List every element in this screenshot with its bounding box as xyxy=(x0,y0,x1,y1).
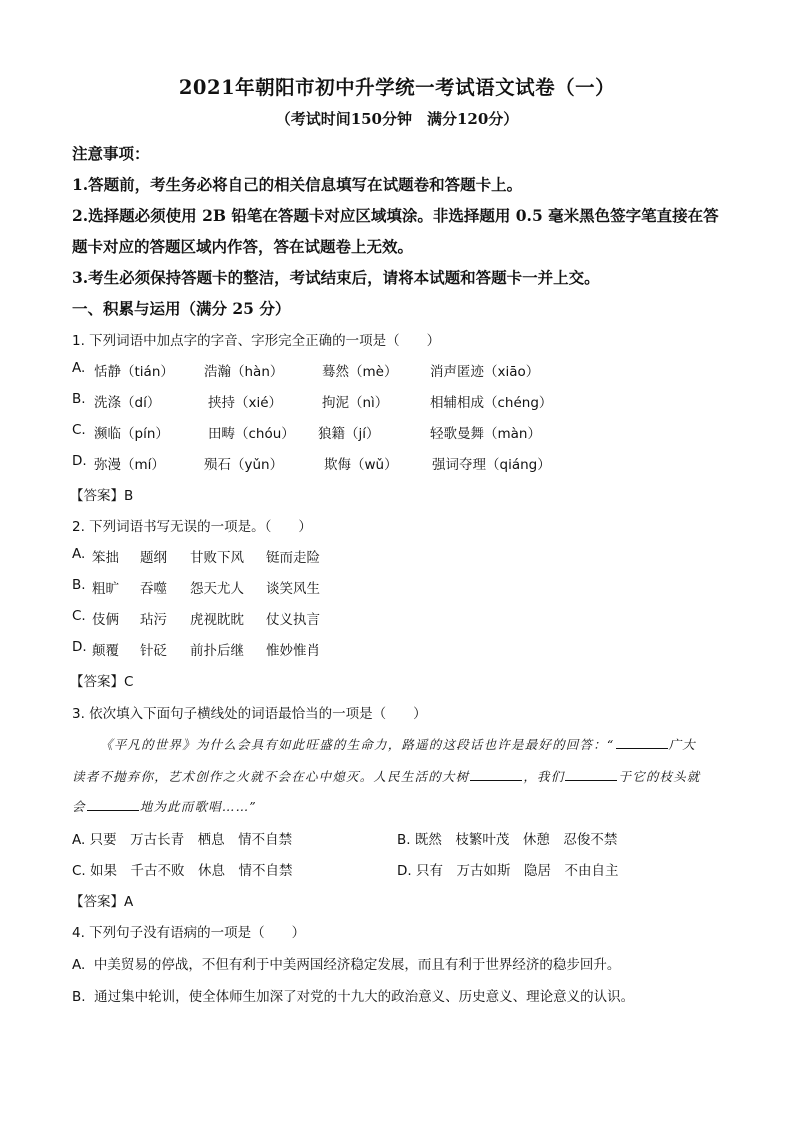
notice-item-3: 3.考生必须保持答题卡的整洁，考试结束后，请将本试题和答题卡一并上交。 xyxy=(72,268,600,287)
option-word: 蓦然（mè） xyxy=(322,364,398,380)
option-word: 消声匿迹（xiāo） xyxy=(430,364,540,380)
option-word: 谈笑风生 xyxy=(266,581,320,597)
option-word: 颠覆 xyxy=(92,643,119,659)
option-word: 狼籍（jí） xyxy=(318,426,380,442)
choice-letter: D. xyxy=(397,863,412,879)
question-4-option-a xyxy=(72,953,620,973)
exam-subtitle: （考试时间150分钟 满分120分） xyxy=(275,110,519,128)
passage-text: 《平凡的世界》为什么会具有如此旺盛的生命力，路遥的这段话也许是最好的回答：“ xyxy=(100,737,615,752)
option-word: 伎俩 xyxy=(92,612,119,628)
option-word: 仗义执言 xyxy=(266,612,320,628)
question-4-option-b xyxy=(72,985,634,1005)
option-word: 虎视眈眈 xyxy=(190,612,244,628)
option-word: 洗涤（dí） xyxy=(94,395,161,411)
option-word: 笨拙 xyxy=(92,550,119,566)
option-word: 弥漫（mí） xyxy=(94,457,165,473)
passage-text: 于它的枝头就 xyxy=(618,769,701,784)
fill-blank-4 xyxy=(87,798,139,811)
passage-text: 地为此而歌唱……” xyxy=(139,799,257,814)
passage-text: 广大 xyxy=(668,737,696,752)
option-word: 欺侮（wǔ） xyxy=(324,457,398,473)
option-text: 中美贸易的停战，不但有利于中美两国经济稳定发展，而且有利于世界经济的稳步回升。 xyxy=(93,957,621,973)
question-3-passage-line-2 xyxy=(72,767,701,785)
choice-text: 只有 万古如斯 隐居 不由自主 xyxy=(415,863,619,879)
option-word: 甘败下风 xyxy=(190,550,244,566)
question-2-answer: 【答案】C xyxy=(70,674,134,690)
option-word: 铤而走险 xyxy=(266,550,320,566)
option-word: 挟持（xié） xyxy=(208,395,283,411)
question-3-answer: 【答案】A xyxy=(70,894,134,910)
option-word: 强词夺理（qiáng） xyxy=(432,457,551,473)
option-word: 恬静（tián） xyxy=(94,364,174,380)
option-word: 濒临（pín） xyxy=(94,426,169,442)
option-word: 怨天尤人 xyxy=(190,581,244,597)
option-word: 浩瀚（hàn） xyxy=(204,364,284,380)
question-2-stem: 2. 下列词语书写无误的一项是。（ ） xyxy=(72,519,312,535)
option-word: 田畴（chóu） xyxy=(208,426,295,442)
option-word: 题纲 xyxy=(140,550,167,566)
option-word: 惟妙惟肖 xyxy=(266,643,320,659)
choice-text: 如果 千古不败 休息 情不自禁 xyxy=(90,863,293,879)
exam-title: 2021年朝阳市初中升学统一考试语文试卷（一） xyxy=(178,76,616,99)
notice-item-1: 1.答题前，考生务必将自己的相关信息填写在试题卷和答题卡上。 xyxy=(72,175,523,194)
choice-c xyxy=(72,863,293,879)
option-word: 吞噬 xyxy=(140,581,167,597)
option-word: 轻歌曼舞（màn） xyxy=(430,426,541,442)
option-word: 拘泥（nì） xyxy=(322,395,389,411)
question-3-choices-row-2 xyxy=(72,859,619,879)
passage-text: ，我们 xyxy=(523,769,565,784)
option-letter: A. xyxy=(72,546,86,562)
notice-item-2-line-1: 2.选择题必须使用 2B 铅笔在答题卡对应区域填涂。非选择题用 0.5 毫米黑色签字笔直接在答 xyxy=(72,206,719,225)
section-heading-1: 一、积累与运用（满分 25 分） xyxy=(72,299,291,318)
choice-text: 只要 万古长青 栖息 情不自禁 xyxy=(89,832,293,848)
fill-blank-3 xyxy=(565,768,617,781)
option-letter: A. xyxy=(72,360,86,376)
option-letter: C. xyxy=(72,422,86,438)
option-text: 通过集中轮训，使全体师生加深了对党的十九大的政治意义、历史意义、理论意义的认识。 xyxy=(94,989,635,1005)
choice-letter: C. xyxy=(72,863,86,879)
option-word: 殒石（yǔn） xyxy=(204,457,284,473)
choice-letter: A. xyxy=(72,832,86,848)
choice-text: 既然 枝繁叶茂 休憩 忍俊不禁 xyxy=(414,832,618,848)
passage-text: 会 xyxy=(72,799,86,814)
option-letter: B. xyxy=(72,577,86,593)
fill-blank-1 xyxy=(616,736,668,749)
option-word: 玷污 xyxy=(140,612,167,628)
question-1-stem: 1. 下列词语中加点字的字音、字形完全正确的一项是（ ） xyxy=(72,333,441,349)
option-word: 前扑后继 xyxy=(190,643,244,659)
question-4-stem: 4. 下列句子没有语病的一项是（ ） xyxy=(72,925,306,941)
question-3-choices-row-1 xyxy=(72,828,618,848)
notice-item-2-line-2: 题卡对应的答题区域内作答，答在试题卷上无效。 xyxy=(72,237,414,256)
choice-a xyxy=(72,832,292,848)
option-letter: D. xyxy=(72,453,87,469)
option-letter: C. xyxy=(72,608,86,624)
option-letter: B. xyxy=(72,989,86,1005)
option-word: 针砭 xyxy=(140,643,167,659)
question-3-passage-line-3 xyxy=(72,797,257,815)
option-word: 粗旷 xyxy=(92,581,119,597)
fill-blank-2 xyxy=(470,768,522,781)
choice-d xyxy=(397,859,618,879)
question-1-answer: 【答案】B xyxy=(70,488,134,504)
option-letter: B. xyxy=(72,391,86,407)
choice-b xyxy=(397,828,617,848)
question-3-stem: 3. 依次填入下面句子横线处的词语最恰当的一项是（ ） xyxy=(72,706,427,722)
choice-letter: B. xyxy=(397,832,411,848)
option-letter: D. xyxy=(72,639,87,655)
question-3-passage-line-1 xyxy=(100,735,696,753)
passage-text: 读者不抛弃你，艺术创作之火就不会在心中熄灭。人民生活的大树 xyxy=(72,769,470,784)
option-word: 相辅相成（chéng） xyxy=(430,395,553,411)
option-letter: A. xyxy=(72,957,86,973)
notice-heading: 注意事项： xyxy=(72,144,150,163)
